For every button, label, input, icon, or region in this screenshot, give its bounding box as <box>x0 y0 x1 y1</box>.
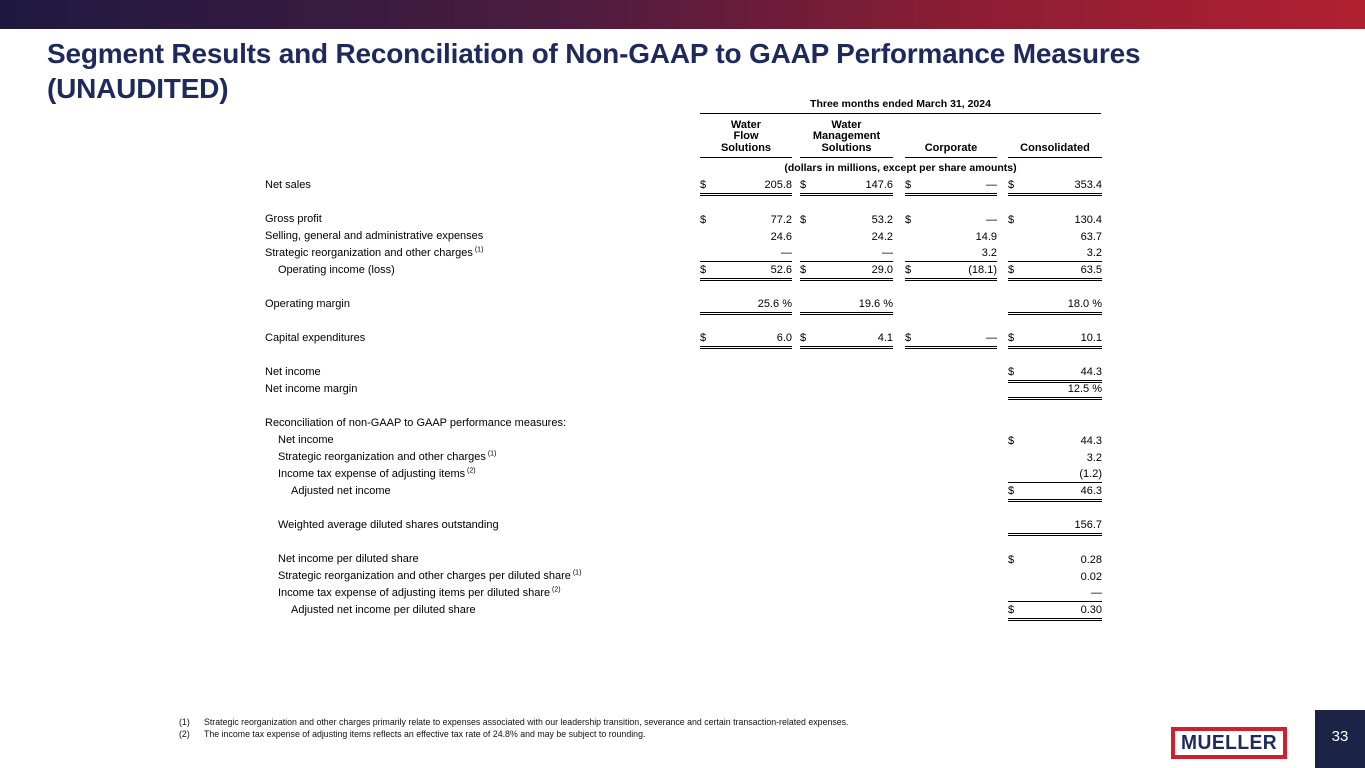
value-cell <box>800 177 893 194</box>
column-headers <box>0 114 1365 158</box>
table-row <box>0 585 1365 602</box>
cell-value: 3.2 <box>1086 247 1102 259</box>
table-row <box>0 551 1365 568</box>
value-cell <box>905 262 997 279</box>
cell-value: 44.3 <box>1080 366 1102 378</box>
title-line-1: Segment Results and Reconciliation of Non-GAAP to GAAP Performance Measures <box>47 38 1141 69</box>
value-cell <box>1008 568 1102 585</box>
value-cell <box>1008 296 1102 313</box>
value-cell <box>800 245 893 262</box>
value-cell <box>700 245 792 262</box>
value-cell <box>905 330 997 347</box>
value-cell <box>1008 364 1102 381</box>
cell-value: 24.2 <box>871 230 893 243</box>
row-label: Net income <box>278 434 334 446</box>
value-cell <box>700 177 792 194</box>
currency-symbol: $ <box>1008 434 1015 447</box>
row-label: Strategic reorganization and other charges $^{(1)}$ <box>265 246 484 259</box>
cell-value: 25.6 % <box>757 298 792 310</box>
table-row <box>0 262 1365 279</box>
value-cell <box>1008 551 1102 568</box>
currency-symbol: $ <box>700 332 707 344</box>
table-row <box>0 381 1365 398</box>
table-row <box>0 177 1365 194</box>
value-cell <box>1008 262 1102 279</box>
table-row <box>0 296 1365 313</box>
currency-symbol: $ <box>1008 485 1015 497</box>
cell-value: 156.7 <box>1074 519 1102 531</box>
row-label: Capital expenditures <box>265 332 366 344</box>
row-label: Net income margin <box>265 383 358 395</box>
cell-value: 205.8 <box>764 179 792 191</box>
page-number: 33 <box>1315 710 1365 768</box>
currency-symbol: $ <box>905 332 912 344</box>
table-row <box>0 602 1365 619</box>
row-label: Strategic reorganization and other charges $^{(1)}$ <box>278 450 497 463</box>
table-row <box>0 245 1365 262</box>
cell-value: (1.2) <box>1079 468 1102 480</box>
row-label: Gross profit <box>265 213 322 225</box>
column-header: Corporate <box>905 143 997 159</box>
top-gradient-bar <box>0 0 1365 29</box>
cell-value: (18.1) <box>968 264 997 276</box>
cell-value: 12.5 % <box>1067 383 1102 395</box>
row-label: Net income per diluted share <box>278 553 419 565</box>
row-label: Selling, general and administrative expenses <box>265 230 484 242</box>
cell-value: 44.3 <box>1080 434 1102 447</box>
row-label: Income tax expense of adjusting items $^{(2)}$ <box>278 467 476 480</box>
currency-symbol: $ <box>1008 179 1015 191</box>
cell-value: — <box>986 213 997 226</box>
value-cell <box>1008 330 1102 347</box>
currency-symbol: $ <box>1008 332 1015 344</box>
cell-value: — <box>1091 587 1102 599</box>
table-row <box>0 364 1365 381</box>
table-row <box>0 466 1365 483</box>
row-label: Adjusted net income per diluted share <box>291 604 476 616</box>
value-cell <box>1008 517 1102 534</box>
value-cell <box>800 262 893 279</box>
value-cell <box>905 211 997 228</box>
cell-value: 63.7 <box>1080 230 1102 243</box>
footnote <box>179 728 848 740</box>
cell-value: 10.1 <box>1080 332 1102 344</box>
cell-value: 147.6 <box>865 179 893 191</box>
currency-symbol: $ <box>700 179 707 191</box>
cell-value: 130.4 <box>1074 213 1102 226</box>
table-row <box>0 330 1365 347</box>
value-cell <box>1008 585 1102 602</box>
footnote-text: Strategic reorganization and other charges primarily relate to expenses associated with our leadership transition, severance and certain transaction-related expenses. <box>204 717 849 727</box>
footnotes <box>179 716 848 740</box>
value-cell <box>800 211 893 228</box>
cell-value: 0.30 <box>1080 604 1102 616</box>
column-header: Water Management Solutions <box>800 120 893 159</box>
cell-value: 3.2 <box>981 247 997 259</box>
cell-value: 353.4 <box>1074 179 1102 191</box>
title-line-2: (UNAUDITED) <box>47 73 229 104</box>
currency-symbol: $ <box>1008 366 1015 378</box>
value-cell <box>905 177 997 194</box>
value-cell <box>800 228 893 245</box>
value-cell <box>700 228 792 245</box>
value-cell <box>1008 466 1102 483</box>
row-label: Net sales <box>265 179 311 191</box>
cell-value: 0.28 <box>1080 553 1102 566</box>
value-cell <box>1008 177 1102 194</box>
table-row <box>0 415 1365 432</box>
cell-value: 3.2 <box>1086 451 1102 464</box>
financial-table-rows <box>0 177 1365 619</box>
cell-value: 18.0 % <box>1067 298 1102 310</box>
cell-value: — <box>986 179 997 191</box>
table-row <box>0 568 1365 585</box>
row-label: Income tax expense of adjusting items per diluted share $^{(2)}$ <box>278 586 561 599</box>
value-cell <box>905 228 997 245</box>
value-cell <box>1008 602 1102 619</box>
row-label: Operating income (loss) <box>278 264 395 276</box>
cell-value: — <box>882 247 893 259</box>
column-header: Consolidated <box>1008 143 1102 159</box>
cell-value: 53.2 <box>871 213 893 226</box>
currency-symbol: $ <box>700 213 707 226</box>
cell-value: 52.6 <box>770 264 792 276</box>
footnote-text: The income tax expense of adjusting items reflects an effective tax rate of 24.8% and may be subject to rounding. <box>204 729 646 739</box>
currency-symbol: $ <box>905 264 912 276</box>
currency-symbol: $ <box>800 332 807 344</box>
value-cell <box>1008 449 1102 466</box>
column-header: Water Flow Solutions <box>700 120 792 159</box>
table-row <box>0 449 1365 466</box>
value-cell <box>1008 432 1102 449</box>
cell-value: 6.0 <box>776 332 792 344</box>
table-row <box>0 483 1365 500</box>
cell-value: 29.0 <box>871 264 893 276</box>
row-label: Weighted average diluted shares outstanding <box>278 519 499 531</box>
value-cell <box>905 245 997 262</box>
cell-value: 63.5 <box>1080 264 1102 276</box>
table-row <box>0 211 1365 228</box>
table-row <box>0 228 1365 245</box>
currency-symbol: $ <box>1008 553 1015 566</box>
currency-symbol: $ <box>800 179 807 191</box>
value-cell <box>700 296 792 313</box>
cell-value: 19.6 % <box>858 298 893 310</box>
row-label: Adjusted net income <box>291 485 391 497</box>
value-cell <box>700 330 792 347</box>
cell-value: 14.9 <box>975 230 997 243</box>
cell-value: 46.3 <box>1080 485 1102 497</box>
mueller-logo-text: MUELLER <box>1180 731 1278 754</box>
value-cell <box>700 211 792 228</box>
value-cell <box>700 262 792 279</box>
cell-value: 24.6 <box>770 230 792 243</box>
currency-symbol: $ <box>905 179 912 191</box>
currency-symbol: $ <box>1008 213 1015 226</box>
footnote <box>179 716 848 728</box>
value-cell <box>1008 228 1102 245</box>
cell-value: 0.02 <box>1080 570 1102 583</box>
currency-symbol: $ <box>800 264 807 276</box>
value-cell <box>1008 211 1102 228</box>
currency-symbol: $ <box>700 264 707 276</box>
period-header: Three months ended March 31, 2024 <box>700 98 1101 114</box>
table-row <box>0 517 1365 534</box>
value-cell <box>800 296 893 313</box>
currency-symbol: $ <box>905 213 912 226</box>
currency-symbol: $ <box>1008 604 1015 616</box>
units-note: (dollars in millions, except per share amounts) <box>784 162 1017 174</box>
footnote-number: (2) <box>179 729 190 739</box>
currency-symbol: $ <box>1008 264 1015 276</box>
row-label: Net income <box>265 366 321 378</box>
row-label: Reconciliation of non-GAAP to GAAP performance measures: <box>265 417 567 429</box>
value-cell <box>1008 245 1102 262</box>
page-title <box>47 36 1140 106</box>
currency-symbol: $ <box>800 213 807 226</box>
value-cell <box>1008 381 1102 398</box>
row-label: Strategic reorganization and other charges per diluted share $^{(1)}$ <box>278 569 582 582</box>
cell-value: 4.1 <box>877 332 893 344</box>
mueller-logo <box>1171 727 1287 759</box>
cell-value: 77.2 <box>770 213 792 226</box>
row-label: Operating margin <box>265 298 350 310</box>
value-cell <box>1008 483 1102 500</box>
cell-value: — <box>986 332 997 344</box>
cell-value: — <box>781 247 792 259</box>
value-cell <box>800 330 893 347</box>
table-row <box>0 432 1365 449</box>
footnote-number: (1) <box>179 717 190 727</box>
